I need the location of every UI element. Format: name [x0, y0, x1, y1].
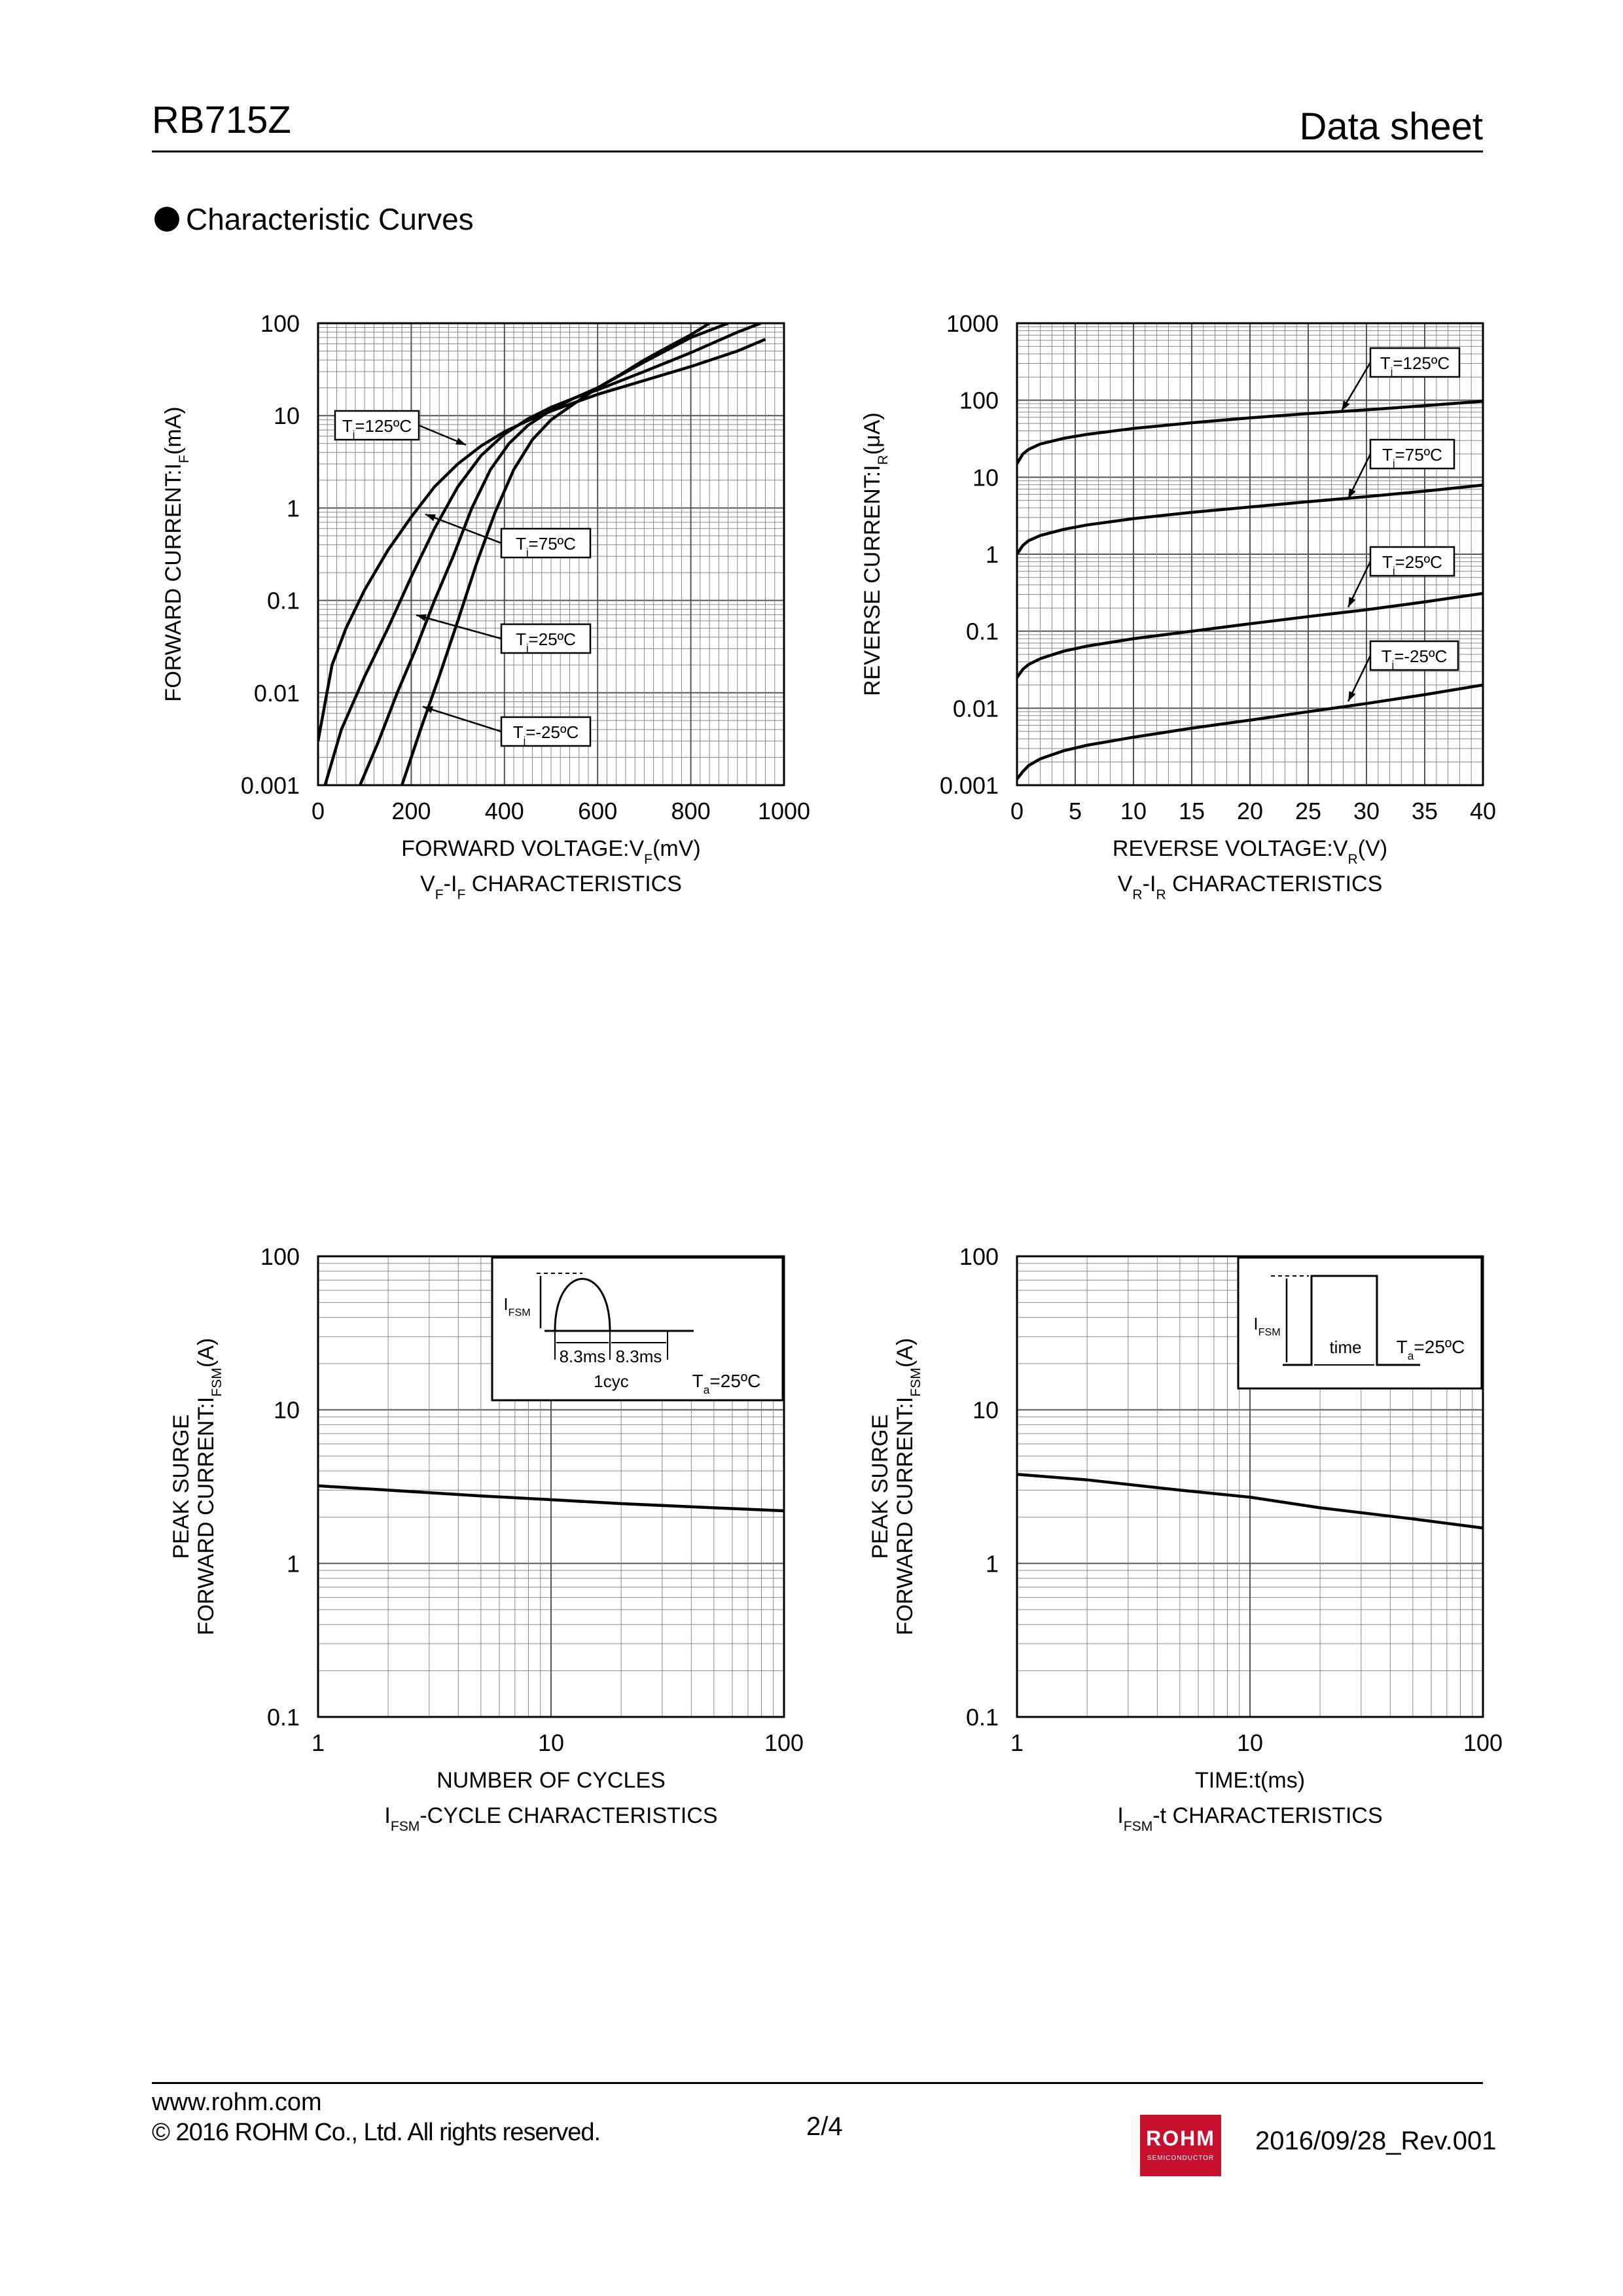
x-tick-label: 600	[578, 798, 618, 824]
x-axis-label: FORWARD $VOLTAGE:V_F(mV)$	[401, 836, 701, 867]
y-tick-label: 1	[286, 1550, 300, 1578]
inset-t1: 8.3ms	[559, 1347, 606, 1366]
x-tick-label: 15	[1178, 798, 1205, 824]
logo-text: ROHM	[1146, 2127, 1215, 2150]
series-label: $T_j=25ºC$	[1382, 552, 1442, 576]
chart-vr_ir	[860, 310, 1496, 902]
chart-title: $I_{FSM}-t$ CHARACTERISTICS	[1117, 1803, 1383, 1834]
chart-ifsm_t	[868, 1243, 1503, 1834]
rohm-logo	[1140, 2115, 1221, 2176]
revision: 2016/09/28_Rev.001	[1255, 2127, 1497, 2155]
series-label: $T_j=75ºC$	[516, 534, 576, 558]
y-tick-label: 100	[260, 310, 300, 337]
y-tick-label: 0.1	[266, 1704, 300, 1731]
y-axis-label: FORWARD $CURRENT:I_{FSM}(A)$	[893, 1337, 923, 1636]
chart-ifsm_cycle	[169, 1243, 804, 1834]
x-tick-label: 35	[1411, 798, 1438, 824]
x-tick-label: 800	[671, 798, 711, 824]
x-tick-label: 20	[1236, 798, 1264, 824]
y-tick-label: 0.1	[266, 587, 300, 614]
y-tick-label: 1000	[946, 310, 999, 337]
y-axis-label-line1: PEAK SURGE	[868, 1414, 893, 1559]
inset-ta: $T_a=25ºC$	[1396, 1337, 1465, 1362]
footer-rule	[152, 2082, 1483, 2084]
inset-t2: 8.3ms	[615, 1347, 662, 1366]
y-tick-label: 10	[273, 402, 300, 430]
logo-subtext: SEMICONDUCTOR	[1147, 2155, 1215, 2162]
y-tick-label: 0.01	[952, 695, 999, 722]
series-label: $T_j=-25ºC$	[512, 722, 579, 747]
x-tick-label: 1	[1010, 1729, 1024, 1756]
y-tick-label: 100	[959, 387, 999, 414]
y-tick-label: 0.001	[240, 772, 300, 799]
y-tick-label: 1	[985, 541, 999, 568]
x-axis-label: NUMBER OF CYCLES	[437, 1768, 666, 1793]
y-tick-label: 1	[985, 1550, 999, 1578]
x-tick-label: 25	[1294, 798, 1322, 824]
footer-copyright: © 2016 ROHM Co., Ltd. All rights reserved.	[152, 2119, 601, 2146]
doc-type: Data sheet	[1299, 105, 1483, 148]
x-tick-label: 0	[1010, 798, 1024, 824]
arrowhead-icon	[1342, 400, 1349, 411]
y-tick-label: 100	[260, 1243, 300, 1270]
chart-vf_if	[161, 310, 810, 902]
series-label: $T_j=-25ºC$	[1381, 646, 1448, 671]
series-label: $T_j=125ºC$	[1380, 353, 1450, 378]
chart-title: $I_{FSM}$-CYCLE CHARACTERISTICS	[384, 1803, 718, 1834]
arrowhead-icon	[455, 438, 466, 445]
x-axis-label: TIME:t(ms)	[1194, 1768, 1306, 1793]
chart-title: $V_R-I_R$ CHARACTERISTICS	[1117, 872, 1383, 902]
arrowhead-icon	[425, 514, 436, 521]
x-tick-label: 400	[484, 798, 524, 824]
x-tick-label: 100	[1463, 1729, 1503, 1756]
inset-time: time	[1329, 1337, 1362, 1357]
chart-title: $V_F-I_F$ CHARACTERISTICS	[420, 872, 682, 902]
part-number: RB715Z	[152, 99, 291, 141]
section-title: Characteristic Curves	[186, 202, 474, 236]
x-tick-label: 100	[764, 1729, 804, 1756]
x-tick-label: 30	[1353, 798, 1380, 824]
inset-ifsm-label: $I_{FSM}$	[503, 1294, 531, 1318]
y-tick-label: 10	[972, 464, 999, 491]
x-tick-label: 40	[1469, 798, 1497, 824]
y-tick-label: 0.1	[965, 1704, 999, 1731]
x-tick-label: 10	[1120, 798, 1147, 824]
x-tick-label: 10	[537, 1729, 565, 1756]
series-label: $T_j=25ºC$	[516, 629, 576, 654]
series-label-leader	[423, 707, 501, 732]
inset-ifsm-label: $I_{FSM}$	[1253, 1314, 1281, 1338]
x-axis-label: REVERSE $VOLTAGE:V_R(V)$	[1112, 836, 1388, 867]
x-tick-label: 200	[391, 798, 431, 824]
y-axis-label-line1: PEAK SURGE	[169, 1414, 194, 1559]
y-tick-label: 0.01	[253, 679, 300, 707]
series-label: $T_j=75ºC$	[1382, 445, 1442, 469]
y-tick-label: 100	[959, 1243, 999, 1270]
y-axis-label: FORWARD $CURRENT:I_F(mA)$	[161, 406, 192, 702]
x-tick-label: 10	[1236, 1729, 1264, 1756]
y-tick-label: 1	[286, 495, 300, 522]
arrowhead-icon	[416, 614, 427, 622]
inset-ta: $T_a=25ºC$	[692, 1371, 761, 1396]
inset-box	[1238, 1258, 1482, 1388]
series-label: $T_j=125ºC$	[342, 416, 412, 440]
footer-url[interactable]: www.rohm.com	[152, 2089, 322, 2116]
page-number: 2/4	[806, 2112, 843, 2141]
y-tick-label: 0.001	[939, 772, 999, 799]
y-tick-label: 0.1	[965, 618, 999, 645]
y-axis-label: FORWARD $CURRENT:I_{FSM}(A)$	[194, 1337, 224, 1636]
y-tick-label: 10	[972, 1396, 999, 1424]
y-axis-label: REVERSE $CURRENT:I_R(\mu A)$	[860, 412, 891, 696]
x-tick-label: 1000	[757, 798, 811, 824]
y-tick-label: 10	[273, 1396, 300, 1424]
x-tick-label: 5	[1068, 798, 1082, 824]
inset-cycle: 1cyc	[594, 1371, 629, 1391]
x-tick-label: 0	[311, 798, 325, 824]
x-tick-label: 1	[311, 1729, 325, 1756]
